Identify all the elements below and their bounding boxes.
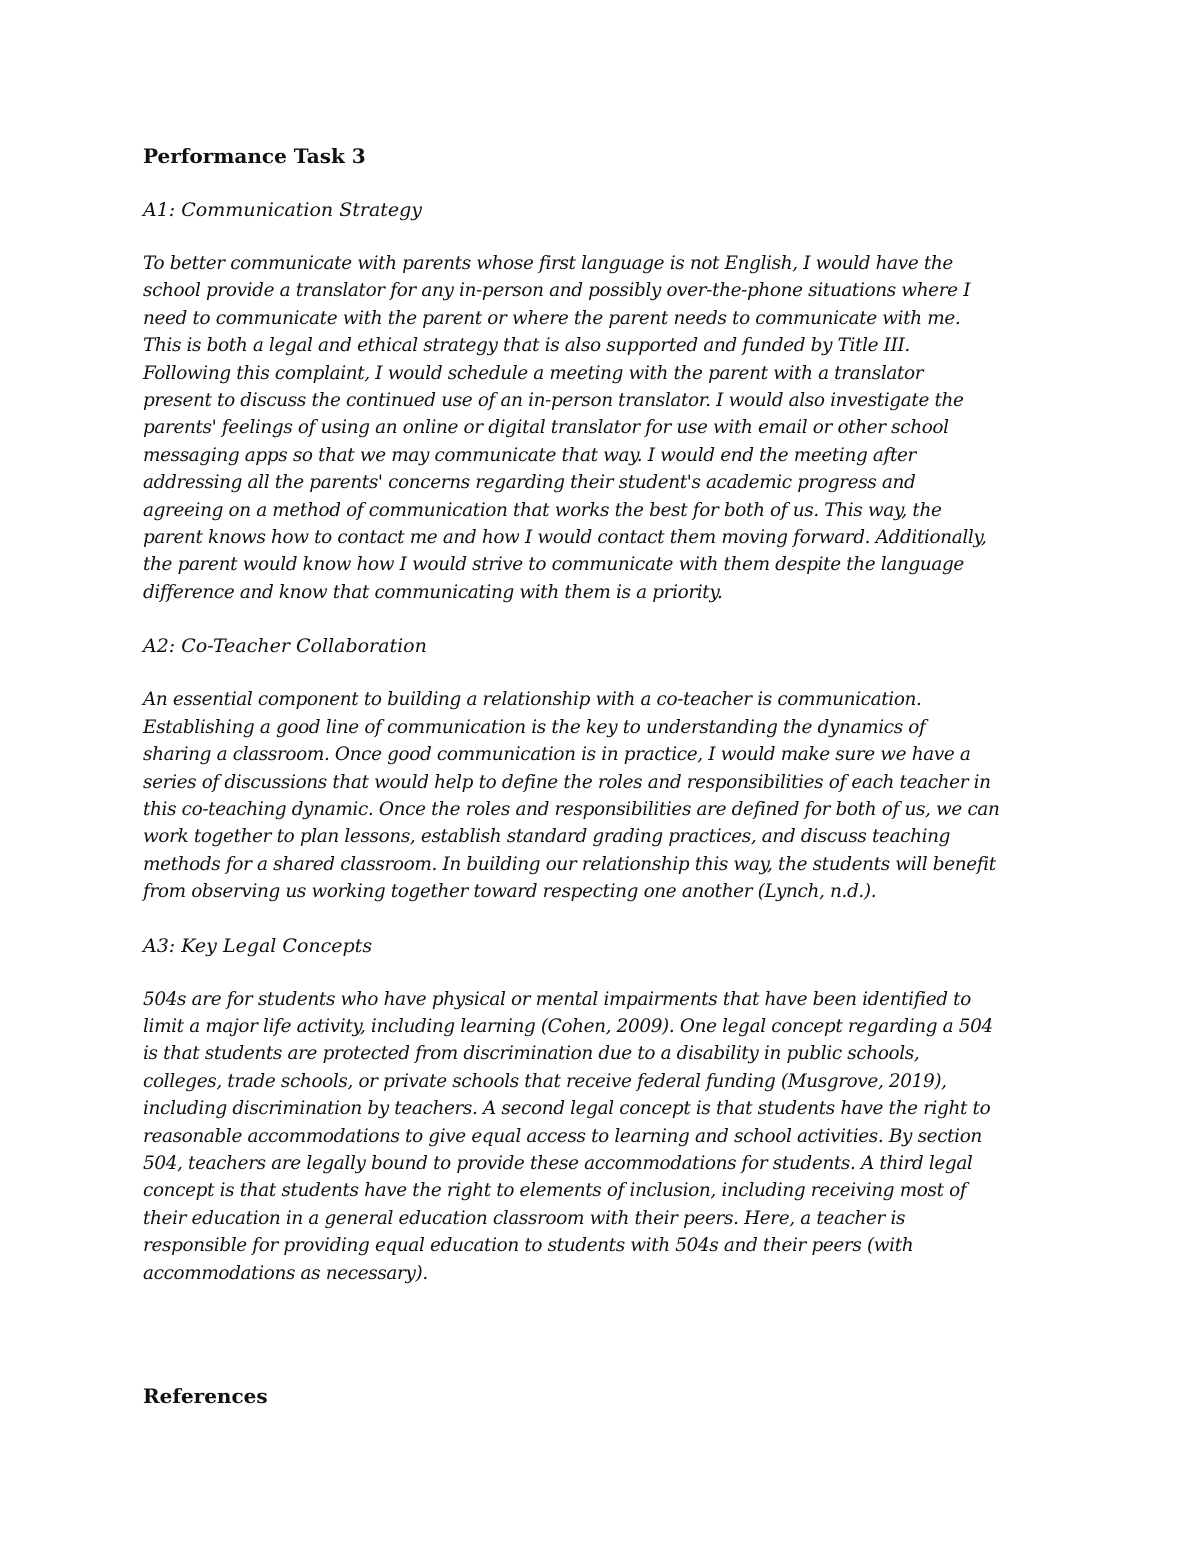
section-body-a1: To better communicate with parents whose first language is not English, I would have the school provide a translator for any in-person and possibly over-the-phone situations where I need to communicate with the parent or where the parent needs to communicate with me. This is both a legal and ethical strategy that is also supported and funded by Title III. Following this complaint, I would schedule a meeting with the parent with a translator present to discuss the continued use of an in-person translator. I would also investigate the parents' feelings of using an online or digital translator for use with email or other school messaging apps so that we may communicate that way. I would end the meeting after addressing all the parents' concerns regarding their student's academic progress and agreeing on a method of communication that works the best for both of us. This way, the parent knows how to contact me and how I would contact them moving forward. Additionally, the parent would know how I would strive to communicate with them despite the language difference and know that communicating with them is a priority. bbox=[143, 253, 987, 603]
section-body-a2: An essential component to building a relationship with a co-teacher is communication. Establishing a good line of communication is the key to understanding the dynamics of sharing a classroom. Once good communication is in practice, I would make sure we have a series of discussions that would help to define the roles and responsibilities of each teacher in this co-teaching dynamic. Once the roles and responsibilities are defined for both of us, we can work together to plan lessons, establish standard grading practices, and discuss teaching methods for a shared classroom. In building our relationship this way, the students will benefit from observing us working together toward respecting one another (Lynch, n.d.). bbox=[143, 689, 1000, 903]
section-heading-a2: A2: Co-Teacher Collaboration bbox=[143, 635, 427, 658]
references-heading: References bbox=[143, 1384, 268, 1408]
section-heading-a1: A1: Communication Strategy bbox=[143, 199, 423, 221]
section-heading-a3: A3: Key Legal Concepts bbox=[143, 934, 373, 957]
document-content bbox=[143, 142, 1073, 1313]
document-title: Performance Task 3 bbox=[143, 144, 366, 168]
section-body-a3: 504s are for students who have physical or mental impairments that have been identified to limit a major life activity, including learning (Cohen, 2009). One legal concept regarding a 504 is that students are protected from discrimination due to a disability in public schools, colleges, trade schools, or private schools that receive federal funding (Musgrove, 2019), including discrimination by teachers. A second legal concept is that students have the right to reasonable accommodations to give equal access to learning and school activities. By section 504, teachers are legally bound to provide these accommodations for students. A third legal concept is that students have the right to elements of inclusion, including receiving most of their education in a general education classroom with their peers. Here, a teacher is responsible for providing equal education to students with 504s and their peers (with accommodations as necessary). bbox=[143, 988, 993, 1284]
